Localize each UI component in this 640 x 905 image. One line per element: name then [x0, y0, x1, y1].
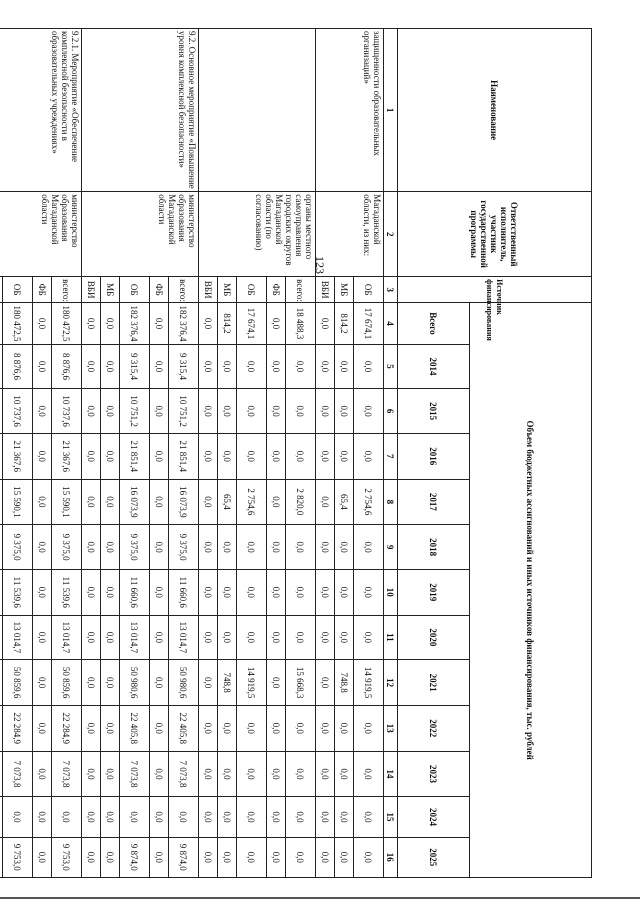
executor-cell: министерство образования Магаданской области — [82, 192, 199, 277]
year-value: 0,0 — [33, 837, 52, 877]
year-value: 0,0 — [354, 569, 384, 615]
header-name: Наименование — [398, 29, 592, 192]
year-value: 0,0 — [199, 525, 218, 570]
year-value: 0,0 — [237, 389, 267, 434]
year-value: 0,0 — [33, 389, 52, 434]
year-value: 0,0 — [316, 797, 335, 837]
year-value: 0,0 — [82, 705, 101, 751]
year-value: 15 590,1 — [3, 479, 33, 525]
column-number: 3 — [384, 277, 398, 303]
year-value: 11 660,6 — [169, 569, 199, 615]
year-value: 0,0 — [82, 569, 101, 615]
year-value: 50 859,6 — [52, 660, 82, 706]
year-value: 0,0 — [82, 751, 101, 797]
year-value: 9 315,4 — [169, 344, 199, 389]
year-value: 65,4 — [218, 479, 237, 525]
year-value: 21 851,4 — [120, 433, 150, 479]
year-value: 0,0 — [199, 797, 218, 837]
year-value: 0,0 — [82, 797, 101, 837]
year-value: 7 073,8 — [169, 751, 199, 797]
header-year: 2024 — [398, 797, 470, 837]
year-value — [0, 837, 3, 877]
total-value: 0,0 — [33, 303, 52, 344]
year-value — [0, 389, 3, 434]
column-number: 15 — [384, 797, 398, 837]
column-number: 10 — [384, 569, 398, 615]
year-value: 0,0 — [237, 344, 267, 389]
year-value: 0,0 — [150, 660, 169, 706]
year-value: 50 980,6 — [120, 660, 150, 706]
year-value: 0,0 — [335, 615, 354, 660]
year-value: 0,0 — [237, 797, 267, 837]
year-value: 0,0 — [150, 837, 169, 877]
activity-name: защищенности образовательных организаций» — [316, 29, 384, 192]
year-value: 0,0 — [354, 751, 384, 797]
year-value: 0,0 — [150, 389, 169, 434]
year-value: 0,0 — [354, 705, 384, 751]
year-value: 0,0 — [33, 797, 52, 837]
year-value: 0,0 — [237, 615, 267, 660]
year-value: 11 660,6 — [120, 569, 150, 615]
total-value: 17 674,1 — [237, 303, 267, 344]
year-value: 0,0 — [316, 525, 335, 570]
financing-table — [0, 28, 592, 878]
year-value: 0,0 — [199, 705, 218, 751]
total-value: 814,2 — [218, 303, 237, 344]
year-value: 10 751,2 — [169, 389, 199, 434]
funding-source: ОБ — [120, 277, 150, 303]
header-year: 2023 — [398, 751, 470, 797]
year-value: 0,0 — [150, 433, 169, 479]
year-value: 0,0 — [150, 344, 169, 389]
year-value: 0,0 — [218, 705, 237, 751]
year-value: 0,0 — [101, 344, 120, 389]
year-value: 14 919,5 — [237, 660, 267, 706]
year-value: 0,0 — [33, 479, 52, 525]
year-value: 0,0 — [199, 837, 218, 877]
year-value: 0,0 — [335, 751, 354, 797]
year-value: 0,0 — [335, 705, 354, 751]
header-executor: Ответственный исполнитель, участник государственной программы — [398, 192, 592, 277]
year-value: 0,0 — [169, 797, 199, 837]
year-value: 0,0 — [82, 433, 101, 479]
year-value: 9 874,0 — [169, 837, 199, 877]
year-value: 9 315,4 — [120, 344, 150, 389]
column-number: 16 — [384, 837, 398, 877]
year-value: 0,0 — [335, 525, 354, 570]
year-value: 13 014,7 — [120, 615, 150, 660]
activity-name — [199, 29, 316, 192]
year-value: 0,0 — [199, 344, 218, 389]
year-value: 0,0 — [354, 525, 384, 570]
year-value: 9 753,0 — [52, 837, 82, 877]
year-value: 10 751,2 — [120, 389, 150, 434]
table-body — [0, 29, 384, 878]
year-value: 0,0 — [286, 433, 316, 479]
total-value: 0,0 — [101, 303, 120, 344]
year-value: 13 014,7 — [169, 615, 199, 660]
year-value: 0,0 — [316, 751, 335, 797]
year-value: 0,0 — [101, 389, 120, 434]
year-value: 0,0 — [82, 479, 101, 525]
year-value: 0,0 — [33, 433, 52, 479]
header-volume: Объем бюджетных ассигнований и иных источников финансирования, тыс. рублей — [470, 303, 592, 878]
header-source: Источник финансирования — [398, 277, 592, 303]
year-value: 0,0 — [354, 344, 384, 389]
year-value: 0,0 — [335, 569, 354, 615]
funding-source: ВБИ — [316, 277, 335, 303]
year-value: 0,0 — [218, 837, 237, 877]
year-value: 0,0 — [218, 615, 237, 660]
year-value: 0,0 — [316, 660, 335, 706]
rotated-table-page — [12, 28, 592, 878]
year-value: 7 073,8 — [3, 751, 33, 797]
header-year: 2025 — [398, 837, 470, 877]
total-value: 182 376,4 — [169, 303, 199, 344]
funding-source — [0, 277, 3, 303]
year-value: 0,0 — [150, 705, 169, 751]
year-value: 0,0 — [82, 837, 101, 877]
table-row — [169, 29, 199, 878]
year-value — [0, 660, 3, 706]
executor-cell: министерство образования Магаданской области — [0, 192, 82, 277]
funding-source: ОБ — [3, 277, 33, 303]
year-value: 7 073,8 — [52, 751, 82, 797]
year-value: 0,0 — [316, 705, 335, 751]
header-year: 2019 — [398, 569, 470, 615]
year-value: 0,0 — [267, 525, 286, 570]
year-value: 0,0 — [101, 751, 120, 797]
year-value: 0,0 — [33, 525, 52, 570]
year-value: 0,0 — [199, 615, 218, 660]
total-value: 180 472,5 — [3, 303, 33, 344]
year-value: 0,0 — [316, 837, 335, 877]
year-value: 0,0 — [286, 751, 316, 797]
funding-source: ФБ — [150, 277, 169, 303]
total-value: 814,2 — [335, 303, 354, 344]
year-value: 13 014,7 — [3, 615, 33, 660]
page-bottom-rule — [0, 897, 640, 899]
year-value: 0,0 — [316, 479, 335, 525]
year-value: 0,0 — [267, 569, 286, 615]
funding-source: ФБ — [33, 277, 52, 303]
year-value: 0,0 — [101, 660, 120, 706]
column-number: 1 — [384, 29, 398, 192]
header-year: 2018 — [398, 525, 470, 570]
header-year: 2017 — [398, 479, 470, 525]
year-value: 0,0 — [335, 433, 354, 479]
year-value: 0,0 — [354, 389, 384, 434]
year-value: 0,0 — [237, 751, 267, 797]
year-value: 0,0 — [286, 389, 316, 434]
year-value: 8 876,6 — [52, 344, 82, 389]
column-number: 6 — [384, 389, 398, 434]
total-value — [0, 303, 3, 344]
year-value: 0,0 — [218, 797, 237, 837]
year-value: 50 859,6 — [3, 660, 33, 706]
year-value: 0,0 — [33, 344, 52, 389]
year-value: 0,0 — [33, 705, 52, 751]
year-value: 0,0 — [101, 797, 120, 837]
funding-source: МБ — [101, 277, 120, 303]
year-value: 0,0 — [267, 433, 286, 479]
year-value: 748,8 — [218, 660, 237, 706]
year-value: 0,0 — [101, 525, 120, 570]
year-value: 0,0 — [101, 569, 120, 615]
total-value: 180 472,5 — [52, 303, 82, 344]
year-value: 0,0 — [316, 433, 335, 479]
year-value: 16 073,9 — [169, 479, 199, 525]
column-number: 4 — [384, 303, 398, 344]
executor-cell: Магаданской области, из них: — [316, 192, 384, 277]
year-value: 2 754,6 — [354, 479, 384, 525]
year-value: 0,0 — [316, 615, 335, 660]
column-number: 13 — [384, 705, 398, 751]
year-value: 0,0 — [199, 660, 218, 706]
year-value: 0,0 — [82, 344, 101, 389]
total-value: 0,0 — [82, 303, 101, 344]
year-value: 0,0 — [101, 615, 120, 660]
year-value: 16 073,9 — [120, 479, 150, 525]
year-value — [0, 433, 3, 479]
year-value: 0,0 — [33, 660, 52, 706]
year-value: 21 367,6 — [52, 433, 82, 479]
year-value: 0,0 — [120, 797, 150, 837]
activity-name: 9.2.1. Мероприятие «Обеспечение комплексной безопасности в образовательных учреждениях» — [0, 29, 82, 192]
year-value: 0,0 — [237, 569, 267, 615]
column-number: 7 — [384, 433, 398, 479]
year-value: 0,0 — [354, 433, 384, 479]
funding-source: ВБИ — [82, 277, 101, 303]
column-number: 9 — [384, 525, 398, 570]
year-value: 10 737,6 — [3, 389, 33, 434]
total-value: 182 376,4 — [120, 303, 150, 344]
year-value: 0,0 — [199, 433, 218, 479]
year-value: 9 375,0 — [52, 525, 82, 570]
year-value: 0,0 — [335, 389, 354, 434]
year-value: 0,0 — [286, 837, 316, 877]
year-value: 0,0 — [286, 705, 316, 751]
year-value: 0,0 — [3, 797, 33, 837]
year-value: 0,0 — [101, 837, 120, 877]
year-value — [0, 525, 3, 570]
year-value: 22 284,9 — [3, 705, 33, 751]
year-value: 0,0 — [218, 389, 237, 434]
total-value: 0,0 — [267, 303, 286, 344]
funding-source: ОБ — [237, 277, 267, 303]
header-year: 2015 — [398, 389, 470, 434]
column-number: 12 — [384, 660, 398, 706]
year-value: 0,0 — [218, 569, 237, 615]
funding-source: всего: — [169, 277, 199, 303]
year-value: 0,0 — [33, 615, 52, 660]
year-value: 0,0 — [150, 751, 169, 797]
year-value: 9 375,0 — [3, 525, 33, 570]
header-year: 2016 — [398, 433, 470, 479]
funding-source: ОБ — [354, 277, 384, 303]
executor-cell: органы местного самоуправления городских округов Магаданской области (по согласованию) — [199, 192, 316, 277]
year-value: 0,0 — [267, 837, 286, 877]
header-year: 2020 — [398, 615, 470, 660]
year-value: 748,8 — [335, 660, 354, 706]
year-value: 0,0 — [286, 525, 316, 570]
year-value: 0,0 — [267, 797, 286, 837]
activity-name: 9.2. Основное мероприятие «Повышение уровня комплексной безопасности» — [82, 29, 199, 192]
year-value: 21 367,6 — [3, 433, 33, 479]
year-value: 0,0 — [237, 837, 267, 877]
year-value: 9 375,0 — [120, 525, 150, 570]
funding-source: ВБИ — [199, 277, 218, 303]
year-value: 0,0 — [150, 525, 169, 570]
year-value: 8 876,6 — [3, 344, 33, 389]
column-number: 14 — [384, 751, 398, 797]
year-value: 0,0 — [335, 344, 354, 389]
total-value: 0,0 — [199, 303, 218, 344]
year-value: 0,0 — [335, 837, 354, 877]
year-value: 0,0 — [199, 751, 218, 797]
total-value: 18 488,3 — [286, 303, 316, 344]
year-value: 11 539,6 — [3, 569, 33, 615]
year-value: 0,0 — [267, 660, 286, 706]
year-value: 0,0 — [82, 525, 101, 570]
year-value: 0,0 — [33, 569, 52, 615]
year-value: 0,0 — [237, 433, 267, 479]
year-value: 0,0 — [150, 479, 169, 525]
year-value: 0,0 — [286, 344, 316, 389]
year-value — [0, 569, 3, 615]
year-value: 0,0 — [335, 797, 354, 837]
year-value: 22 405,8 — [120, 705, 150, 751]
year-value: 15 668,3 — [286, 660, 316, 706]
table-row — [354, 29, 384, 878]
year-value: 0,0 — [354, 837, 384, 877]
column-number: 2 — [384, 192, 398, 277]
year-value: 2 754,6 — [237, 479, 267, 525]
year-value: 2 820,0 — [286, 479, 316, 525]
year-value: 9 375,0 — [169, 525, 199, 570]
year-value: 13 014,7 — [52, 615, 82, 660]
year-value: 0,0 — [218, 525, 237, 570]
year-value: 0,0 — [218, 433, 237, 479]
year-value: 9 874,0 — [120, 837, 150, 877]
year-value: 0,0 — [286, 615, 316, 660]
year-value: 0,0 — [150, 615, 169, 660]
year-value: 0,0 — [218, 751, 237, 797]
year-value: 0,0 — [267, 615, 286, 660]
year-value: 0,0 — [286, 797, 316, 837]
year-value: 10 737,6 — [52, 389, 82, 434]
year-value — [0, 615, 3, 660]
year-value: 22 405,8 — [169, 705, 199, 751]
year-value: 50 980,6 — [169, 660, 199, 706]
year-value: 0,0 — [267, 479, 286, 525]
year-value: 0,0 — [82, 615, 101, 660]
year-value: 0,0 — [82, 389, 101, 434]
column-number: 11 — [384, 615, 398, 660]
column-number: 5 — [384, 344, 398, 389]
year-value: 0,0 — [237, 705, 267, 751]
year-value: 11 539,6 — [52, 569, 82, 615]
table-row — [52, 29, 82, 878]
year-value: 0,0 — [316, 569, 335, 615]
year-value: 0,0 — [354, 615, 384, 660]
year-value: 0,0 — [354, 797, 384, 837]
year-value — [0, 479, 3, 525]
year-value: 0,0 — [267, 705, 286, 751]
table-row — [286, 29, 316, 878]
year-value: 0,0 — [218, 344, 237, 389]
header-year: 2021 — [398, 660, 470, 706]
total-value: 17 674,1 — [354, 303, 384, 344]
header-year: 2014 — [398, 344, 470, 389]
funding-source: МБ — [335, 277, 354, 303]
total-value: 0,0 — [316, 303, 335, 344]
year-value — [0, 797, 3, 837]
year-value: 0,0 — [237, 525, 267, 570]
column-number: 8 — [384, 479, 398, 525]
year-value — [0, 751, 3, 797]
year-value: 14 919,5 — [354, 660, 384, 706]
year-value: 0,0 — [267, 344, 286, 389]
year-value: 0,0 — [150, 797, 169, 837]
year-value: 21 851,4 — [169, 433, 199, 479]
total-value: 0,0 — [150, 303, 169, 344]
year-value: 0,0 — [101, 479, 120, 525]
year-value: 0,0 — [316, 389, 335, 434]
funding-source: ФБ — [267, 277, 286, 303]
header-total: Всего — [398, 303, 470, 344]
year-value: 0,0 — [52, 797, 82, 837]
page-number: 123 — [313, 256, 327, 274]
year-value: 0,0 — [286, 569, 316, 615]
year-value: 0,0 — [199, 389, 218, 434]
funding-source: всего: — [286, 277, 316, 303]
year-value — [0, 344, 3, 389]
year-value: 0,0 — [199, 479, 218, 525]
funding-source: всего: — [52, 277, 82, 303]
year-value: 0,0 — [82, 660, 101, 706]
year-value: 65,4 — [335, 479, 354, 525]
year-value: 0,0 — [150, 569, 169, 615]
year-value: 22 284,9 — [52, 705, 82, 751]
year-value: 9 753,0 — [3, 837, 33, 877]
year-value: 0,0 — [33, 751, 52, 797]
year-value: 0,0 — [101, 433, 120, 479]
header-year: 2022 — [398, 705, 470, 751]
year-value: 7 073,8 — [120, 751, 150, 797]
year-value: 0,0 — [267, 389, 286, 434]
year-value: 15 590,1 — [52, 479, 82, 525]
year-value — [0, 705, 3, 751]
year-value: 0,0 — [199, 569, 218, 615]
funding-source: МБ — [218, 277, 237, 303]
year-value: 0,0 — [316, 344, 335, 389]
year-value: 0,0 — [267, 751, 286, 797]
year-value: 0,0 — [101, 705, 120, 751]
